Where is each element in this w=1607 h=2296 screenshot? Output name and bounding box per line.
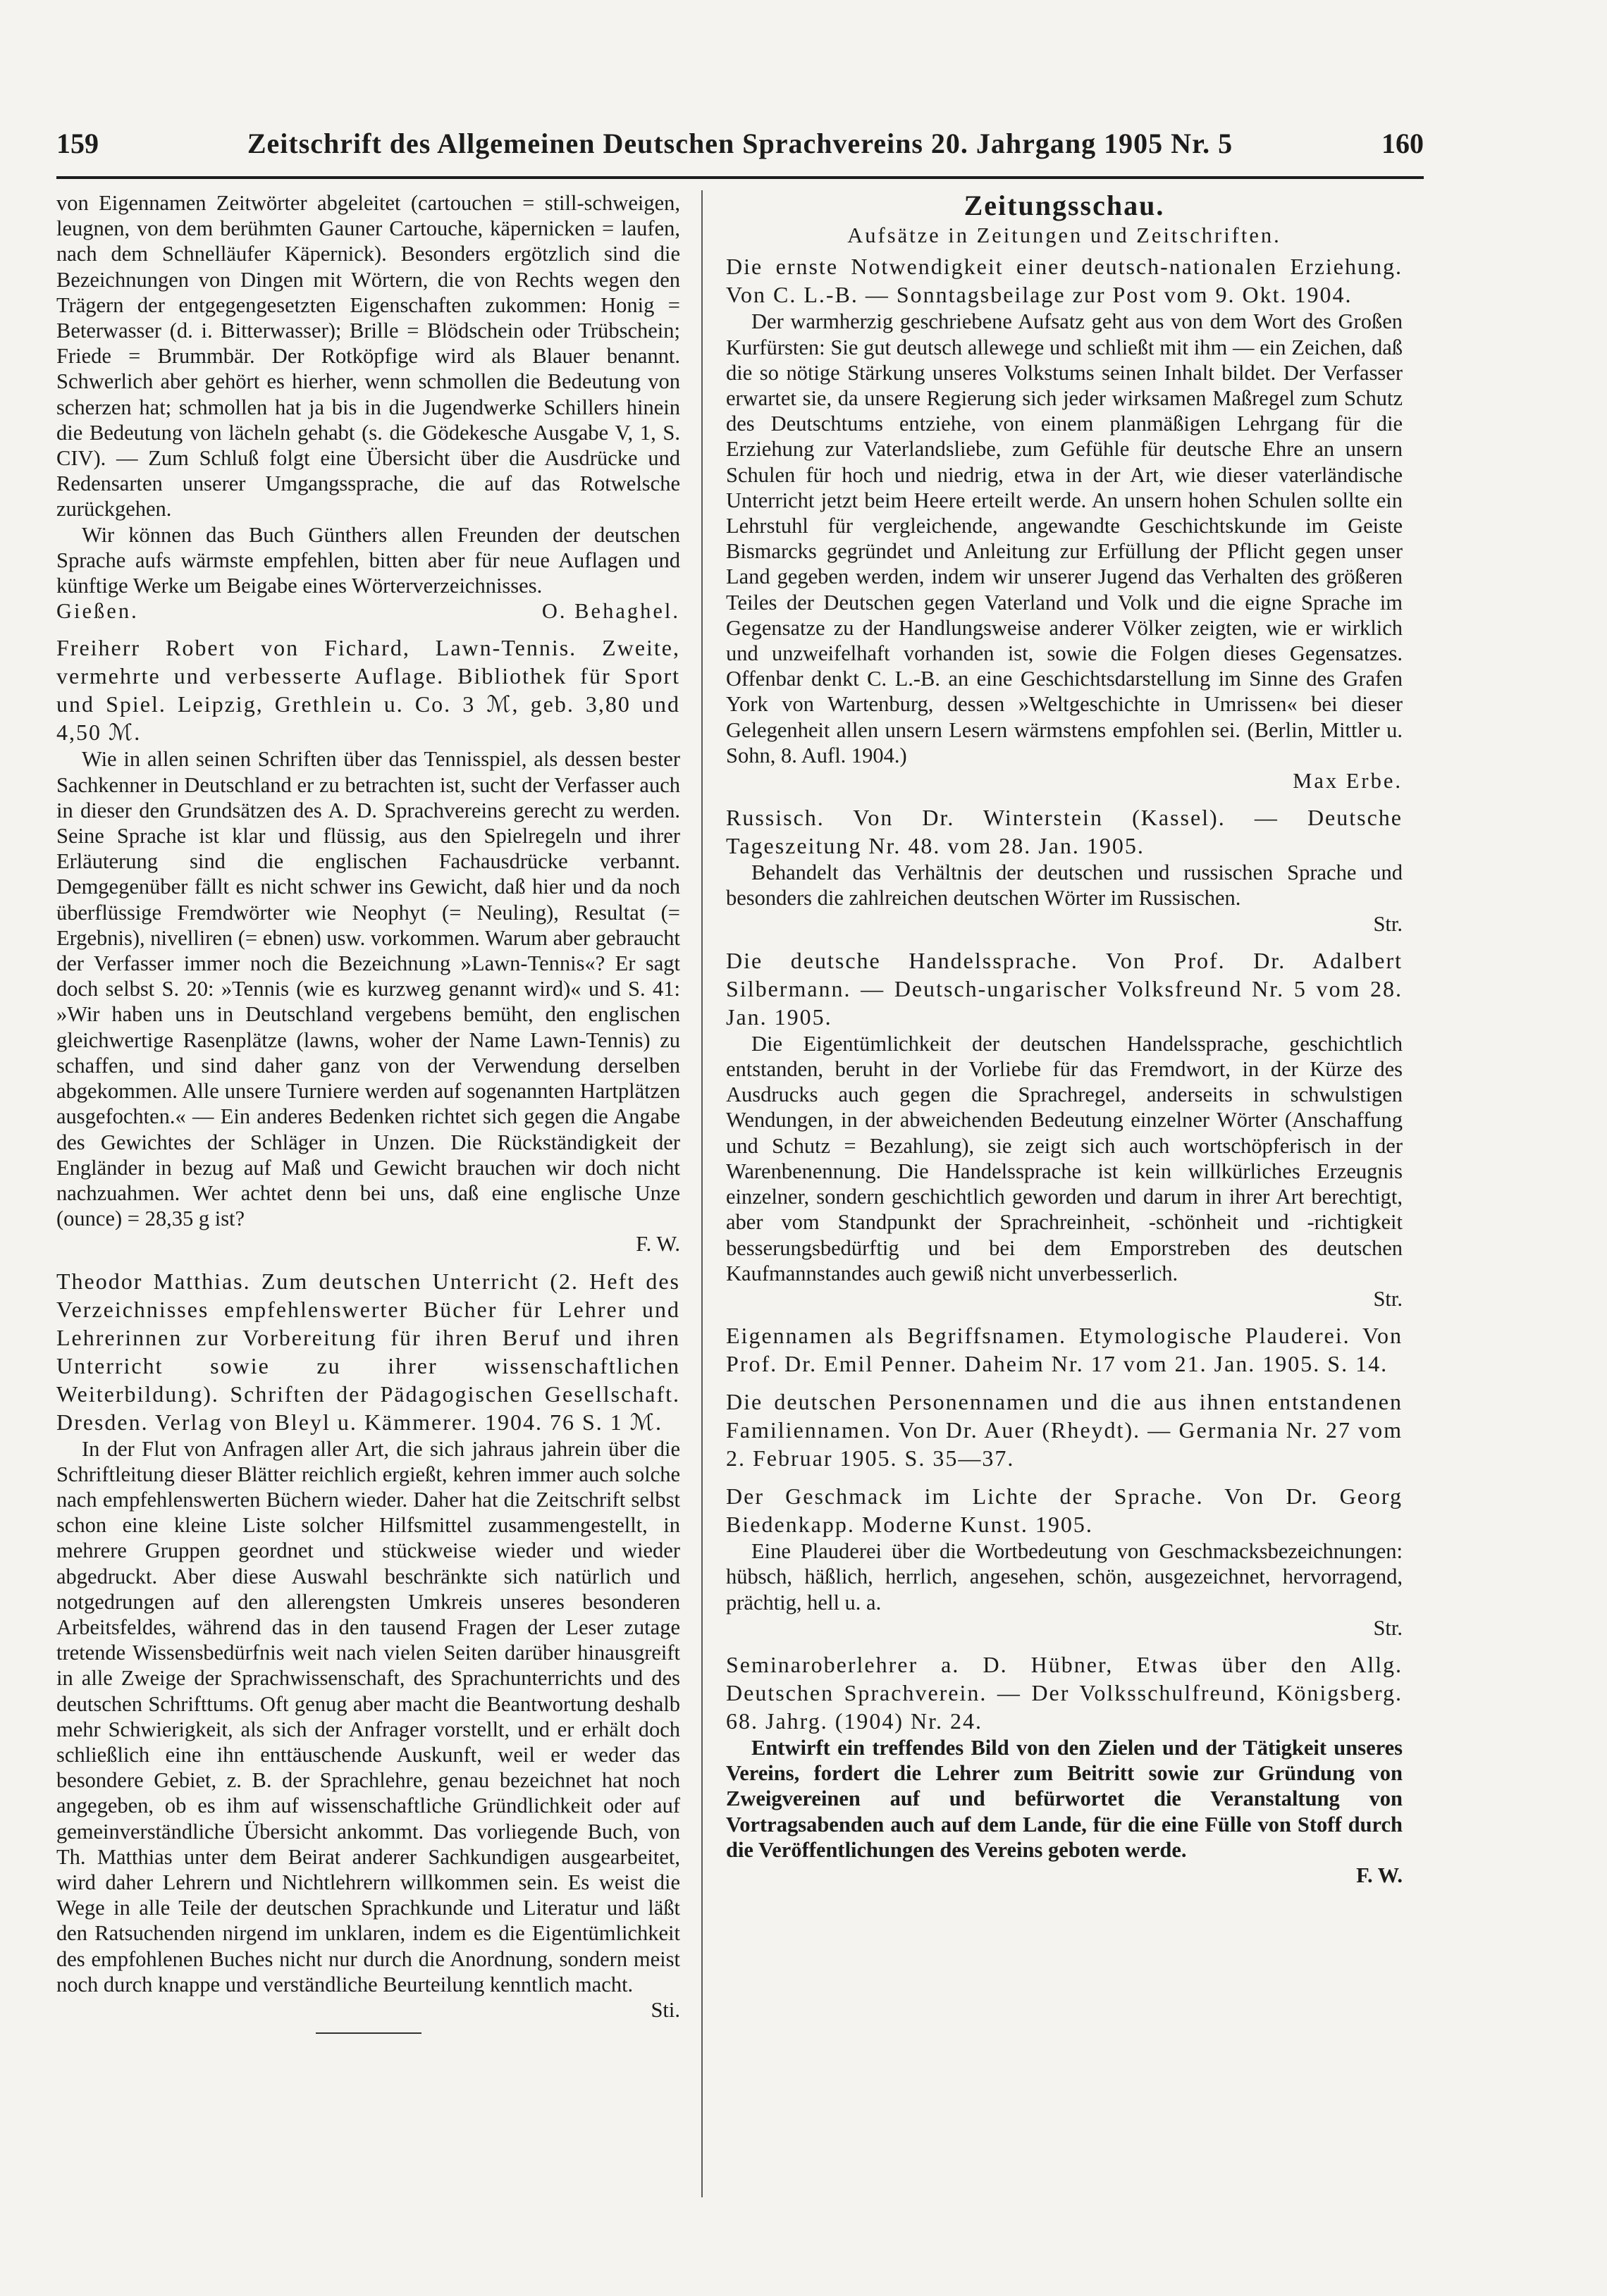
entry-signature: Max Erbe. <box>1293 769 1403 794</box>
review-signature-line <box>56 598 680 624</box>
entry-text: In der Flut von Anfragen aller Art, die sich jahraus jahrein über die Schriftleitung dieser Blätter reichlich ergießt, kehren immer auch solche nach empfehlenswerten Büchern wieder. Daher hat die Zeitschrift selbst schon eine kleine Liste solcher Hilfsmittel zusammengestellt, in mehrere Gruppen geordnet und stückweise wieder und wieder abgedruckt. Aber diese Auswahl beschränkte sich natürlich und notgedrungen auf den allerengsten Umkreis unseres besonderen Arbeitsfeldes, während das in den tausend Fragen der Leser zutage tretende Wissensbedürfnis weit nach vielen Seiten darüber hinausgreift in alle Zweige der Sprachwissenschaft, des Sprachunterrichts und des deutschen Schrifttums. Oft genug aber macht die Beantwortung deshalb mehr Schwierigkeit, als sich der Anfrager vorstellt, und er erhält doch schließlich eine ihn enttäuschende Auskunft, weil er weder das besondere Gebiet, z. B. der Sprachlehre, genau bezeichnet hat noch angegeben, ob es ihm auf wissenschaftliche Gründlichkeit oder auf gemeinverständliche Übersicht ankommt. Das vorliegende Buch, von Th. Matthias unter dem Beirat anderer Sachkundigen ausgearbeitet, wird daher Lehrern und Nichtlehrern willkommen sein. Es weist die Wege in alle Teile der deutschen Sprachkunde und Literatur und läßt den Ratsuchenden nirgend im unklaren, indem es die Eigentümlichkeit des empfohlenen Buches nicht nur durch die Anordnung, sondern meist noch durch knappe und verständliche Beurteilung kenntlich macht. <box>56 1436 680 1996</box>
review-signature: O. Behaghel. <box>541 599 680 624</box>
entry-lawn-tennis <box>56 634 680 1257</box>
review-continuation: von Eigennamen Zeitwörter abgeleitet (cartouchen = still-schweigen, leugnen, von dem berühmten Gauner Cartouche, käpernicken = laufen, nach dem Schnelläufer Käpernick). Besonders ergötzlich sind die Bezeichnungen von Dingen mit Wörtern, die von Rechts wegen den Trägern der entgegengesetzten Eigenschaften zukommen: Honig = Beterwasser (d. i. Bitterwasser); Brille = Blödschein oder Trübschein; Friede = Brummbär. Der Rotköpfige wird als Blauer benannt. Schwerlich aber gehört es hierher, wenn schmollen die Bedeutung von scherzen hat; schmollen hat ja bis in die Jugendwerke Schillers hinein die Bedeutung von lächeln gehabt (s. die Gödekesche Ausgabe V, 1, S. CIV). — Zum Schluß folgt eine Übersicht über die Ausdrücke und Redensarten unserer Umgangssprache, die auf das Rotwelsche zurückgehen. <box>56 191 680 521</box>
page-header <box>56 127 1424 179</box>
entry-text: Entwirft ein treffendes Bild von den Zielen und der Tätigkeit unseres Vereins, fordert die Lehrer zum Beitritt sowie zur Gründung von Zweigvereinen auf und befürwortet die Veranstaltung von Vortragsabenden auch auf dem Lande, für die eine Fülle von Stoff durch die Veröffentlichungen des Vereins geboten werde. <box>726 1735 1403 1862</box>
left-column <box>56 190 680 2197</box>
review-conclusion: Wir können das Buch Günthers allen Freunden der deutschen Sprache aufs wärmste empfehlen, bitten aber für neue Auflagen und künftige Werke um Beigabe eines Wörterverzeichnisses. <box>56 522 680 598</box>
entry-title: Die deutschen Personennamen und die aus ihnen entstandenen Familiennamen. Von Dr. Auer (Rheydt). — Germania Nr. 27 vom 2. Februar 1905. S. 35—37. <box>726 1389 1403 1471</box>
entry-eigennamen <box>726 1321 1403 1378</box>
entry-text: Behandelt das Verhältnis der deutschen und russischen Sprache und besonders die zahlreichen deutschen Wörter im Russischen. <box>726 860 1403 911</box>
entry-text: Eine Plauderei über die Wortbedeutung von Geschmacksbezeichnungen: hübsch, häßlich, herrlich, angesehen, schön, ausgezeichnet, hervorragend, prächtig, hell u. a. <box>726 1539 1403 1615</box>
column-divider <box>701 190 703 2197</box>
section-subheading: Aufsätze in Zeitungen und Zeitschriften. <box>847 223 1281 248</box>
entry-signature: Str. <box>1373 1286 1403 1311</box>
review-place: Gießen. <box>56 599 139 624</box>
entry-title: Eigennamen als Begriffsnamen. Etymologische Plauderei. Von Prof. Dr. Emil Penner. Daheim Nr. 17 vom 21. Jan. 1905. S. 14. <box>726 1323 1403 1377</box>
section-heading: Zeitungsschau. <box>963 190 1165 221</box>
section-divider-rule <box>316 2032 421 2034</box>
entry-signature: Str. <box>1373 911 1403 936</box>
entry-signature: Sti. <box>651 1997 680 2022</box>
entry-title: Der Geschmack im Lichte der Sprache. Von Dr. Georg Biedenkapp. Moderne Kunst. 1905. <box>726 1483 1403 1538</box>
entry-handelssprache <box>726 946 1403 1311</box>
page-number-left: 159 <box>56 128 99 159</box>
right-column <box>726 190 1403 2197</box>
entry-text: Wie in allen seinen Schriften über das Tennisspiel, als dessen bester Sachkenner in Deutschland er zu betrachten ist, sucht der Verfasser auch in dieser den Grundsätzen des A. D. Sprachvereins gerecht zu werden. Seine Sprache ist klar und flüssig, aus den Spielregeln und ihrer Erläuterung sind die englischen Fachausdrücke verbannt. Demgegenüber fällt es nicht schwer ins Gewicht, daß hier und da noch überflüssige Fremdwörter wie Neophyt (= Neuling), Resultat (= Ergebnis), nivelliren (= ebnen) usw. vorkommen. Warum aber gebraucht der Verfasser immer noch die Bezeichnung »Lawn-Tennis«? Er sagt doch selbst S. 20: »Tennis (wie es kurzweg genannt wird)« und S. 41: »Wir haben uns in Deutschland vergebens bemüht, den englischen gleichwertige Rasenplätze (lawns, woher der Name Lawn-Tennis) zu schaffen, und sind daher ganz von der Verwendung derselben abgekommen. Alle unsere Turniere werden auf sogenannten Hartplätzen ausgefochten.« — Ein anderes Bedenken richtet sich gegen die Angabe des Gewichtes der Schläger in Unzen. Die Rückständigkeit der Engländer in bezug auf Maß und Gewicht brauchen wir doch nicht nachzuahmen. Wer achtet denn bei uns, daß eine englische Unze (ounce) = 28,35 g ist? <box>56 747 680 1231</box>
entry-title: Theodor Matthias. Zum deutschen Unterricht (2. Heft des Verzeichnisses empfehlenswerter Bücher für Lehrer und Lehrerinnen zur Vorbereitung für ihren Beruf und ihren Unterricht sowie zu ihrer wissenschaftlichen Weiterbildung). Schriften der Pädagogischen Gesellschaft. Dresden. Verlag von Bleyl u. Kämmerer. 1904. 76 S. 1 ℳ. <box>56 1268 680 1435</box>
entry-text: Der warmherzig geschriebene Aufsatz geht aus von dem Wort des Großen Kurfürsten: Sie gut deutsch allewege und schließt mit ihm — ein Zeichen, daß die so nötige Stärkung unseres Volkstums seinen Inhalt bildet. Der Verfasser erwartet sie, da unsere Regierung sich jeder wirksamen Maßregel zum Schutz des Deutschtums entziehe, von einem planmäßigen Lehrgang für die Erziehung zur Vaterlandsliebe, zum Gefühle für deutsche Ehre an unsern Schulen für hoch und niedrig, etwa in der Art, wie dieser vaterländische Unterricht jetzt beim Heere erteilt werde. An unsern hohen Schulen sollte ein Lehrstuhl für vergleichende, angewandte Geschichtskunde im Geiste Bismarcks gegründet und Anleitung zur Erfüllung der Pflicht gegen unser Land gegeben werden, indem wir unserer Jugend das Verhalten des größeren Teiles der Deutschen gegen Vaterland und Volk und die eigne Sprache im Gegensatze zu der Handlungsweise anderer Völker zeigten, wie er wirklich und unzweifelhaft vorhanden ist, sowie die Folgen dieses Gegensatzes. Offenbar denkt C. L.-B. an eine Geschichtsdarstellung im Sinne des Grafen York von Wartenburg, dessen »Weltgeschichte in Umrissen« bei dieser Gelegenheit allen unsern Lesern wärmstens empfohlen sei. (Berlin, Mittler u. Sohn, 8. Aufl. 1904.) <box>726 309 1403 767</box>
entry-erziehung <box>726 252 1403 794</box>
entry-matthias <box>56 1267 680 2035</box>
entry-title: Die ernste Notwendigkeit einer deutsch-nationalen Erziehung. Von C. L.-B. — Sonntagsbeilage zur Post vom 9. Okt. 1904. <box>726 254 1403 308</box>
entry-title: Seminaroberlehrer a. D. Hübner, Etwas über den Allg. Deutschen Sprachverein. — Der Volksschulfreund, Königsberg. 68. Jahrg. (1904) Nr. 24. <box>726 1651 1403 1734</box>
page-number-right: 160 <box>1381 128 1424 159</box>
entry-title: Die deutsche Handelssprache. Von Prof. Dr. Adalbert Silbermann. — Deutsch-ungarischer Volksfreund Nr. 5 vom 28. Jan. 1905. <box>726 947 1403 1030</box>
entry-signature: Str. <box>1373 1615 1403 1640</box>
entry-signature: F. W. <box>636 1232 680 1257</box>
entry-title: Russisch. Von Dr. Winterstein (Kassel). — Deutsche Tageszeitung Nr. 48. vom 28. Jan. 1905. <box>726 805 1403 859</box>
entry-geschmack <box>726 1482 1403 1641</box>
entry-personennamen <box>726 1388 1403 1472</box>
entry-signature: F. W. <box>1356 1863 1403 1887</box>
entry-title: Freiherr Robert von Fichard, Lawn-Tennis. Zweite, vermehrte und verbesserte Auflage. Bibliothek für Sport und Spiel. Leipzig, Grethlein u. Co. 3 ℳ, geb. 3,80 und 4,50 ℳ. <box>56 635 680 746</box>
running-title: Zeitschrift des Allgemeinen Deutschen Sprachvereins 20. Jahrgang 1905 Nr. 5 <box>247 128 1233 159</box>
entry-text: Die Eigentümlichkeit der deutschen Handelssprache, geschichtlich entstanden, beruht in der Vorliebe für das Fremdwort, in der Kürze des Ausdrucks auch gegen die Sprachregel, anderseits in schwulstigen Wendungen, in der abweichenden Bedeutung einzelner Wörter (Anschaffung und Schutz = Bezahlung), sie zeigt sich auch wortschöpferisch in der Warenbenennung. Die Handelssprache ist kein willkürliches Erzeugnis einzelner, sondern geschichtlich geworden und darum in ihrer Art berechtigt, aber vom Standpunkt der Sprachreinheit, -schönheit und -richtigkeit besserungsbedürftig und bei dem Emporstreben des deutschen Kaufmannstandes auch gewiß nicht unverbesserlich. <box>726 1031 1403 1285</box>
entry-russisch <box>726 803 1403 937</box>
entry-sprachverein <box>726 1650 1403 1888</box>
